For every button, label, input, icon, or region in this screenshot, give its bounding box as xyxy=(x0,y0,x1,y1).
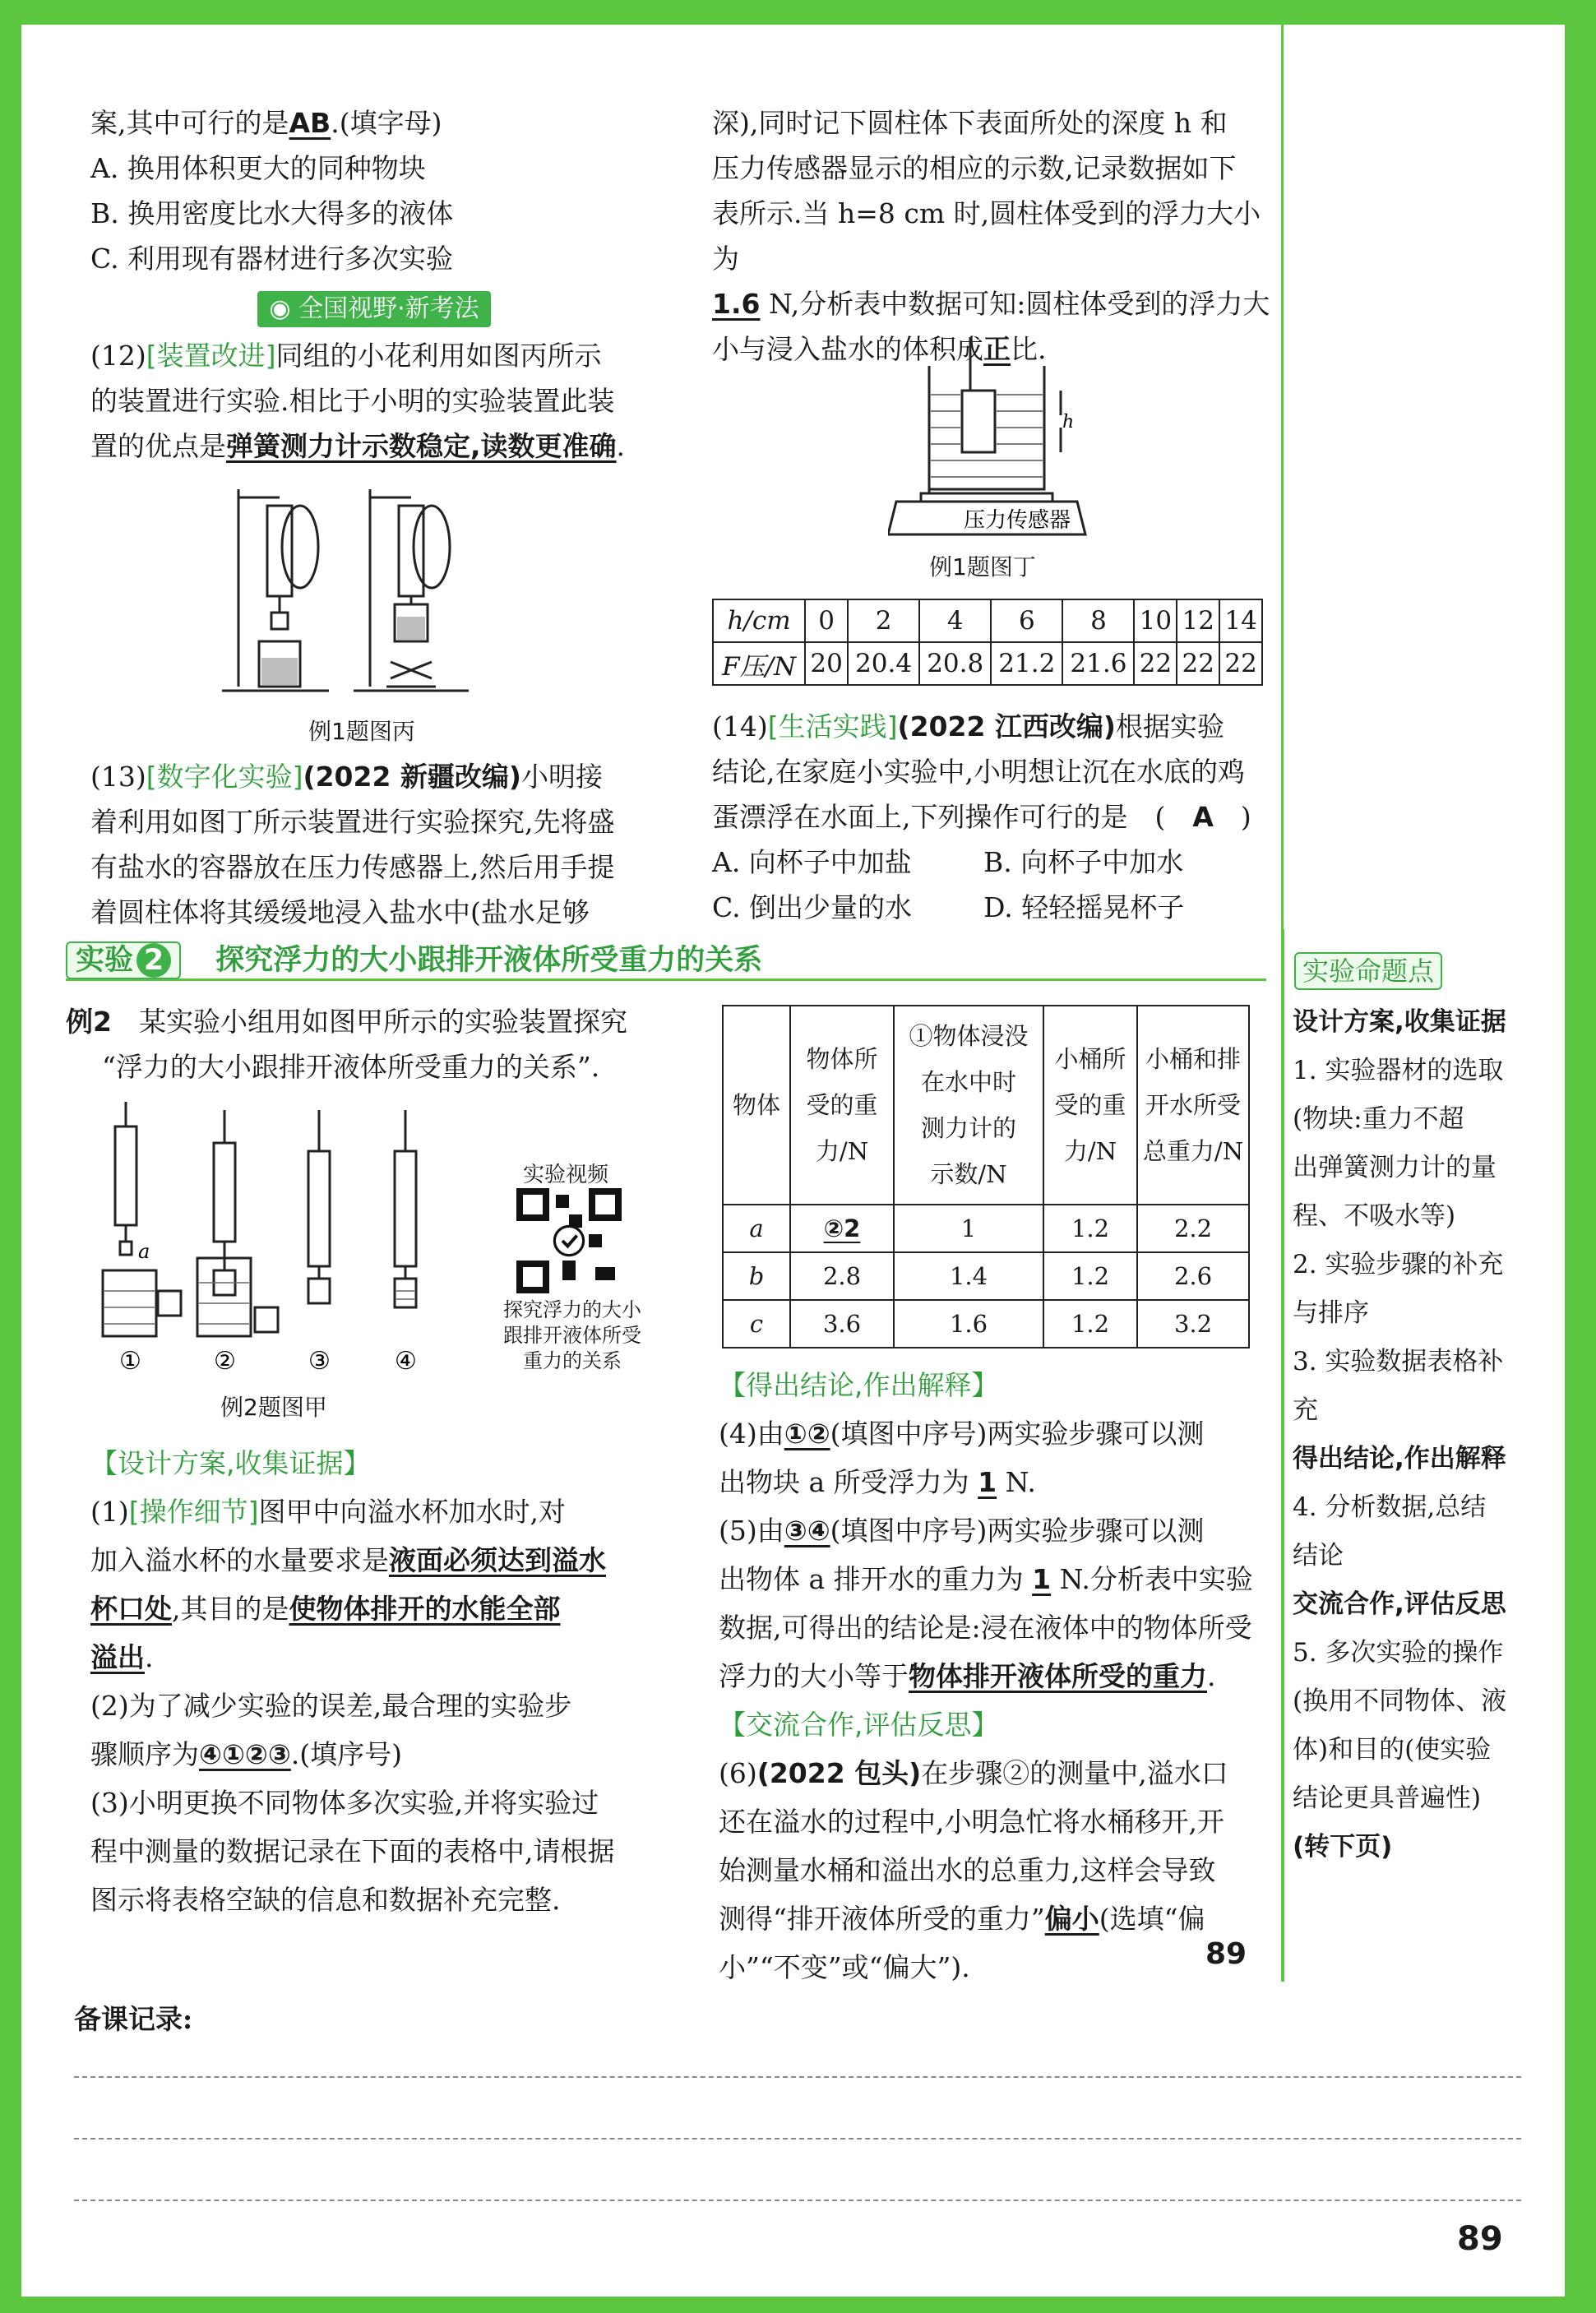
table-header-row xyxy=(723,1006,1249,1205)
figure-ding-caption: 例1题图丁 xyxy=(929,553,1036,581)
h-label: h xyxy=(1062,412,1075,433)
conclusion-tag: 【得出结论,作出解释】 xyxy=(719,1369,999,1401)
sidebar-title: 实验命题点 xyxy=(1294,952,1442,990)
table-cell: 1.6 xyxy=(894,1300,1043,1348)
depth-force-table xyxy=(712,599,1263,686)
communication-tag: 【交流合作,评估反思】 xyxy=(719,1709,999,1741)
table-cell: 1.4 xyxy=(894,1252,1043,1300)
design-section-tag: 【设计方案,收集证据】 xyxy=(90,1447,371,1479)
sidebar-heading: 得出结论,作出解释 xyxy=(1293,1444,1506,1473)
table-cell: 1.2 xyxy=(1043,1300,1137,1348)
figure-bing xyxy=(214,481,543,703)
figure-ding xyxy=(888,333,1102,539)
q13-block xyxy=(90,754,666,935)
table-cell: 10 xyxy=(1134,599,1177,642)
qr-title: 实验视频 xyxy=(523,1163,609,1187)
sidebar-content xyxy=(1293,998,1539,1871)
table-cell: 20 xyxy=(805,642,848,685)
sidebar-item: 体)和目的(使实验 xyxy=(1293,1735,1492,1765)
q12-line2: 的装置进行实验.相比于小明的实验装置此装 xyxy=(90,385,615,417)
sensor-label: 压力传感器 xyxy=(964,508,1071,533)
table-row xyxy=(723,1205,1249,1252)
continue-note: (转下页) xyxy=(1293,1832,1393,1862)
notes-label: 备课记录: xyxy=(74,2003,193,2035)
right-bottom-column xyxy=(719,1361,1278,1991)
q4-line2: 出物块 a 所受浮力为 1 N. xyxy=(719,1466,1036,1498)
option-b: B. 换用密度比水大得多的液体 xyxy=(90,197,454,229)
q5-line2: 出物体 a 排开水的重力为 1 N.分析表中实验 xyxy=(719,1563,1253,1595)
table-cell: 2.8 xyxy=(790,1252,894,1300)
figure-bing-caption: 例1题图丙 xyxy=(308,718,415,745)
table-cell: 21.6 xyxy=(1062,642,1134,685)
sidebar-item: 结论更具普遍性) xyxy=(1293,1783,1482,1813)
national-view-badge: ◉ 全国视野·新考法 xyxy=(90,284,658,330)
table-header-cell: ①物体浸没 在水中时 测力计的 示数/N xyxy=(894,1006,1043,1205)
step-label: ② xyxy=(214,1347,236,1376)
table-cell: 22 xyxy=(1177,642,1219,685)
sidebar-item: (物块:重力不超 xyxy=(1293,1104,1464,1134)
ex2-line1: 例2 某实验小组用如图甲所示的实验装置探究 xyxy=(66,1006,627,1038)
table-cell: 1.2 xyxy=(1043,1252,1137,1300)
q14-line1: (14)[生活实践](2022 江西改编)根据实验 xyxy=(712,710,1224,742)
q1-line3: 杯口处,其目的是使物体排开的水能全部 xyxy=(90,1593,561,1625)
sidebar-item: (换用不同物体、液 xyxy=(1293,1686,1507,1716)
notes-line xyxy=(74,2076,1521,2078)
q3-line3: 图示将表格空缺的信息和数据补充完整. xyxy=(90,1884,561,1916)
q4-line1: (4)由①②(填图中序号)两实验步骤可以测 xyxy=(719,1418,1205,1450)
q12-line1: (12)[装置改进]同组的小花利用如图丙所示 xyxy=(90,340,602,372)
table-row xyxy=(713,642,1262,685)
q5-line3: 数据,可得出的结论是:浸在液体中的物体所受 xyxy=(719,1612,1252,1644)
q13-line3: 有盐水的容器放在压力传感器上,然后用手提 xyxy=(90,851,615,883)
sidebar-item: 结论 xyxy=(1293,1541,1344,1571)
q2-line2: 骤顺序为④①②③.(填序号) xyxy=(90,1738,403,1770)
table-cell: 22 xyxy=(1134,642,1177,685)
sidebar-heading: 设计方案,收集证据 xyxy=(1293,1007,1506,1037)
qr-code-icon[interactable] xyxy=(516,1188,622,1293)
example-2-questions xyxy=(90,1439,658,1924)
q3-line1: (3)小明更换不同物体多次实验,并将实验过 xyxy=(90,1787,599,1819)
sidebar-item: 4. 分析数据,总结 xyxy=(1293,1492,1487,1522)
step-label: ④ xyxy=(395,1347,417,1376)
q13-line4: 着圆柱体将其缓缓地浸入盐水中(盐水足够 xyxy=(90,896,590,928)
table-cell: a xyxy=(723,1205,790,1252)
table-cell: b xyxy=(723,1252,790,1300)
sidebar-item: 5. 多次实验的操作 xyxy=(1293,1638,1504,1668)
sidebar-heading: 交流合作,评估反思 xyxy=(1293,1589,1506,1619)
figure-jia xyxy=(90,1094,518,1381)
table-cell: 6 xyxy=(991,599,1062,642)
q14-answer: A xyxy=(1192,801,1214,833)
table-header-cell: h/cm xyxy=(713,599,805,642)
experiment-label: 实验 2 xyxy=(66,941,181,979)
q5-line1: (5)由③④(填图中序号)两实验步骤可以测 xyxy=(719,1515,1205,1547)
q1-line4: 溢出. xyxy=(90,1641,154,1673)
page-frame-left xyxy=(0,0,21,2313)
q13-cont-line1: 深),同时记下圆柱体下表面所处的深度 h 和 xyxy=(712,107,1228,139)
q2-line1: (2)为了减少实验的误差,最合理的实验步 xyxy=(90,1690,572,1722)
q3-line2: 程中测量的数据记录在下面的表格中,请根据 xyxy=(90,1835,615,1867)
table-cell: 1.2 xyxy=(1043,1205,1137,1252)
step-label: ① xyxy=(119,1347,141,1376)
qr-desc-line: 探究浮力的大小 xyxy=(503,1298,641,1321)
table-cell: 12 xyxy=(1177,599,1219,642)
q13-cont-line4: 1.6 N,分析表中数据可知:圆柱体受到的浮力大 xyxy=(712,288,1270,320)
q14-options-cd: C. 倒出少量的水 D. 轻轻摇晃杯子 xyxy=(712,891,1185,923)
sidebar-item: 1. 实验器材的选取 xyxy=(1293,1056,1504,1085)
table-header-cell: 小桶所 受的重 力/N xyxy=(1043,1006,1137,1205)
q1-line2: 加入溢水杯的水量要求是液面必须达到溢水 xyxy=(90,1544,606,1576)
q6-line4: 测得“排开液体所受的重力”偏小(选填“偏 xyxy=(719,1903,1205,1935)
q6-line5: 小”“不变”或“偏大”). xyxy=(719,1951,970,1983)
table-cell: 2.2 xyxy=(1137,1205,1249,1252)
step-label: ③ xyxy=(308,1347,331,1376)
right-top-column xyxy=(712,100,1271,372)
sidebar-item: 程、不吸水等) xyxy=(1293,1201,1456,1231)
buoyancy-data-table xyxy=(722,1005,1250,1348)
table-header-cell: F压/N xyxy=(713,642,805,685)
sidebar-item: 与排序 xyxy=(1293,1298,1369,1328)
table-cell: 2.6 xyxy=(1137,1252,1249,1300)
eye-icon: ◉ xyxy=(269,294,291,323)
q14-options-ab: A. 向杯子中加盐 B. 向杯子中加水 xyxy=(712,846,1184,878)
page-frame-top xyxy=(0,0,1596,25)
option-a: A. 换用体积更大的同种物块 xyxy=(90,152,426,184)
notes-line xyxy=(74,2138,1521,2140)
table-cell: 3.6 xyxy=(790,1300,894,1348)
q14-block xyxy=(712,704,1279,930)
table-cell: c xyxy=(723,1300,790,1348)
example-2-intro xyxy=(66,999,658,1089)
sidebar-item: 出弹簧测力计的量 xyxy=(1293,1153,1497,1182)
experiment-2-header xyxy=(66,937,1266,981)
qr-desc-line: 重力的关系 xyxy=(523,1349,622,1372)
table-header-cell: 物体 xyxy=(723,1006,790,1205)
table-cell: 21.2 xyxy=(991,642,1062,685)
table-cell: 8 xyxy=(1062,599,1134,642)
option-c: C. 利用现有器材进行多次实验 xyxy=(90,243,454,275)
q6-line3: 始测量水桶和溢出水的总重力,这样会导致 xyxy=(719,1854,1216,1886)
q13-line2: 着利用如图丁所示装置进行实验探究,先将盛 xyxy=(90,806,615,838)
q1-line1: (1)[操作细节]图甲中向溢水杯加水时,对 xyxy=(90,1496,566,1528)
left-top-column xyxy=(90,100,658,469)
q11-answer-line: 案,其中可行的是AB.(填字母) xyxy=(90,107,442,139)
sidebar-item: 充 xyxy=(1293,1395,1318,1425)
table-header-cell: 物体所 受的重 力/N xyxy=(790,1006,894,1205)
qr-desc-line: 跟排开液体所受 xyxy=(503,1324,641,1347)
q13-line1: (13)[数字化实验](2022 新疆改编)小明接 xyxy=(90,761,603,793)
table-cell: 20.8 xyxy=(919,642,991,685)
ex2-line2: “浮力的大小跟排开液体所受重力的关系”. xyxy=(102,1051,600,1083)
page-frame-right xyxy=(1565,0,1596,2313)
object-a-label: a xyxy=(138,1240,150,1263)
table-cell: 3.2 xyxy=(1137,1300,1249,1348)
table-cell: 14 xyxy=(1219,599,1262,642)
table-row xyxy=(723,1252,1249,1300)
table-cell: 20.4 xyxy=(848,642,919,685)
sidebar-item: 3. 实验数据表格补 xyxy=(1293,1347,1504,1376)
q13-cont-line5: 小与浸入盐水的体积成正比. xyxy=(712,333,1047,365)
q12-line3: 置的优点是弹簧测力计示数稳定,读数更准确. xyxy=(90,430,626,462)
table-header-cell: 小桶和排 开水所受 总重力/N xyxy=(1137,1006,1249,1205)
q6-line2: 还在溢水的过程中,小明急忙将水桶移开,开 xyxy=(719,1806,1224,1838)
page-frame-bottom xyxy=(0,2297,1596,2313)
table-cell: 0 xyxy=(805,599,848,642)
qr-description xyxy=(490,1298,655,1374)
table-cell: 2 xyxy=(848,599,919,642)
q5-line4: 浮力的大小等于物体排开液体所受的重力. xyxy=(719,1660,1216,1692)
table-cell: 1 xyxy=(894,1205,1043,1252)
notes-line xyxy=(74,2200,1521,2201)
table-row xyxy=(723,1300,1249,1348)
q14-line2: 结论,在家庭小实验中,小明想让沉在水底的鸡 xyxy=(712,756,1245,788)
q13-cont-line2: 压力传感器显示的相应的示数,记录数据如下 xyxy=(712,152,1237,184)
q6-line1: (6)(2022 包头)在步骤②的测量中,溢水口 xyxy=(719,1757,1228,1789)
inner-page-number: 89 xyxy=(1205,1937,1247,1971)
table-cell: 4 xyxy=(919,599,991,642)
q14-line3: 蛋漂浮在水面上,下列操作可行的是 ( A ) xyxy=(712,801,1251,833)
table-cell: ②2 xyxy=(790,1205,894,1252)
q13-cont-line3: 表所示.当 h=8 cm 时,圆柱体受到的浮力大小为 xyxy=(712,197,1261,275)
page-number: 89 xyxy=(1457,2220,1503,2258)
table-row xyxy=(713,599,1262,642)
table-cell: 22 xyxy=(1219,642,1262,685)
experiment-title: 探究浮力的大小跟排开液体所受重力的关系 xyxy=(215,944,763,977)
sidebar-item: 2. 实验步骤的补充 xyxy=(1293,1250,1504,1279)
figure-jia-caption: 例2题图甲 xyxy=(220,1394,327,1421)
